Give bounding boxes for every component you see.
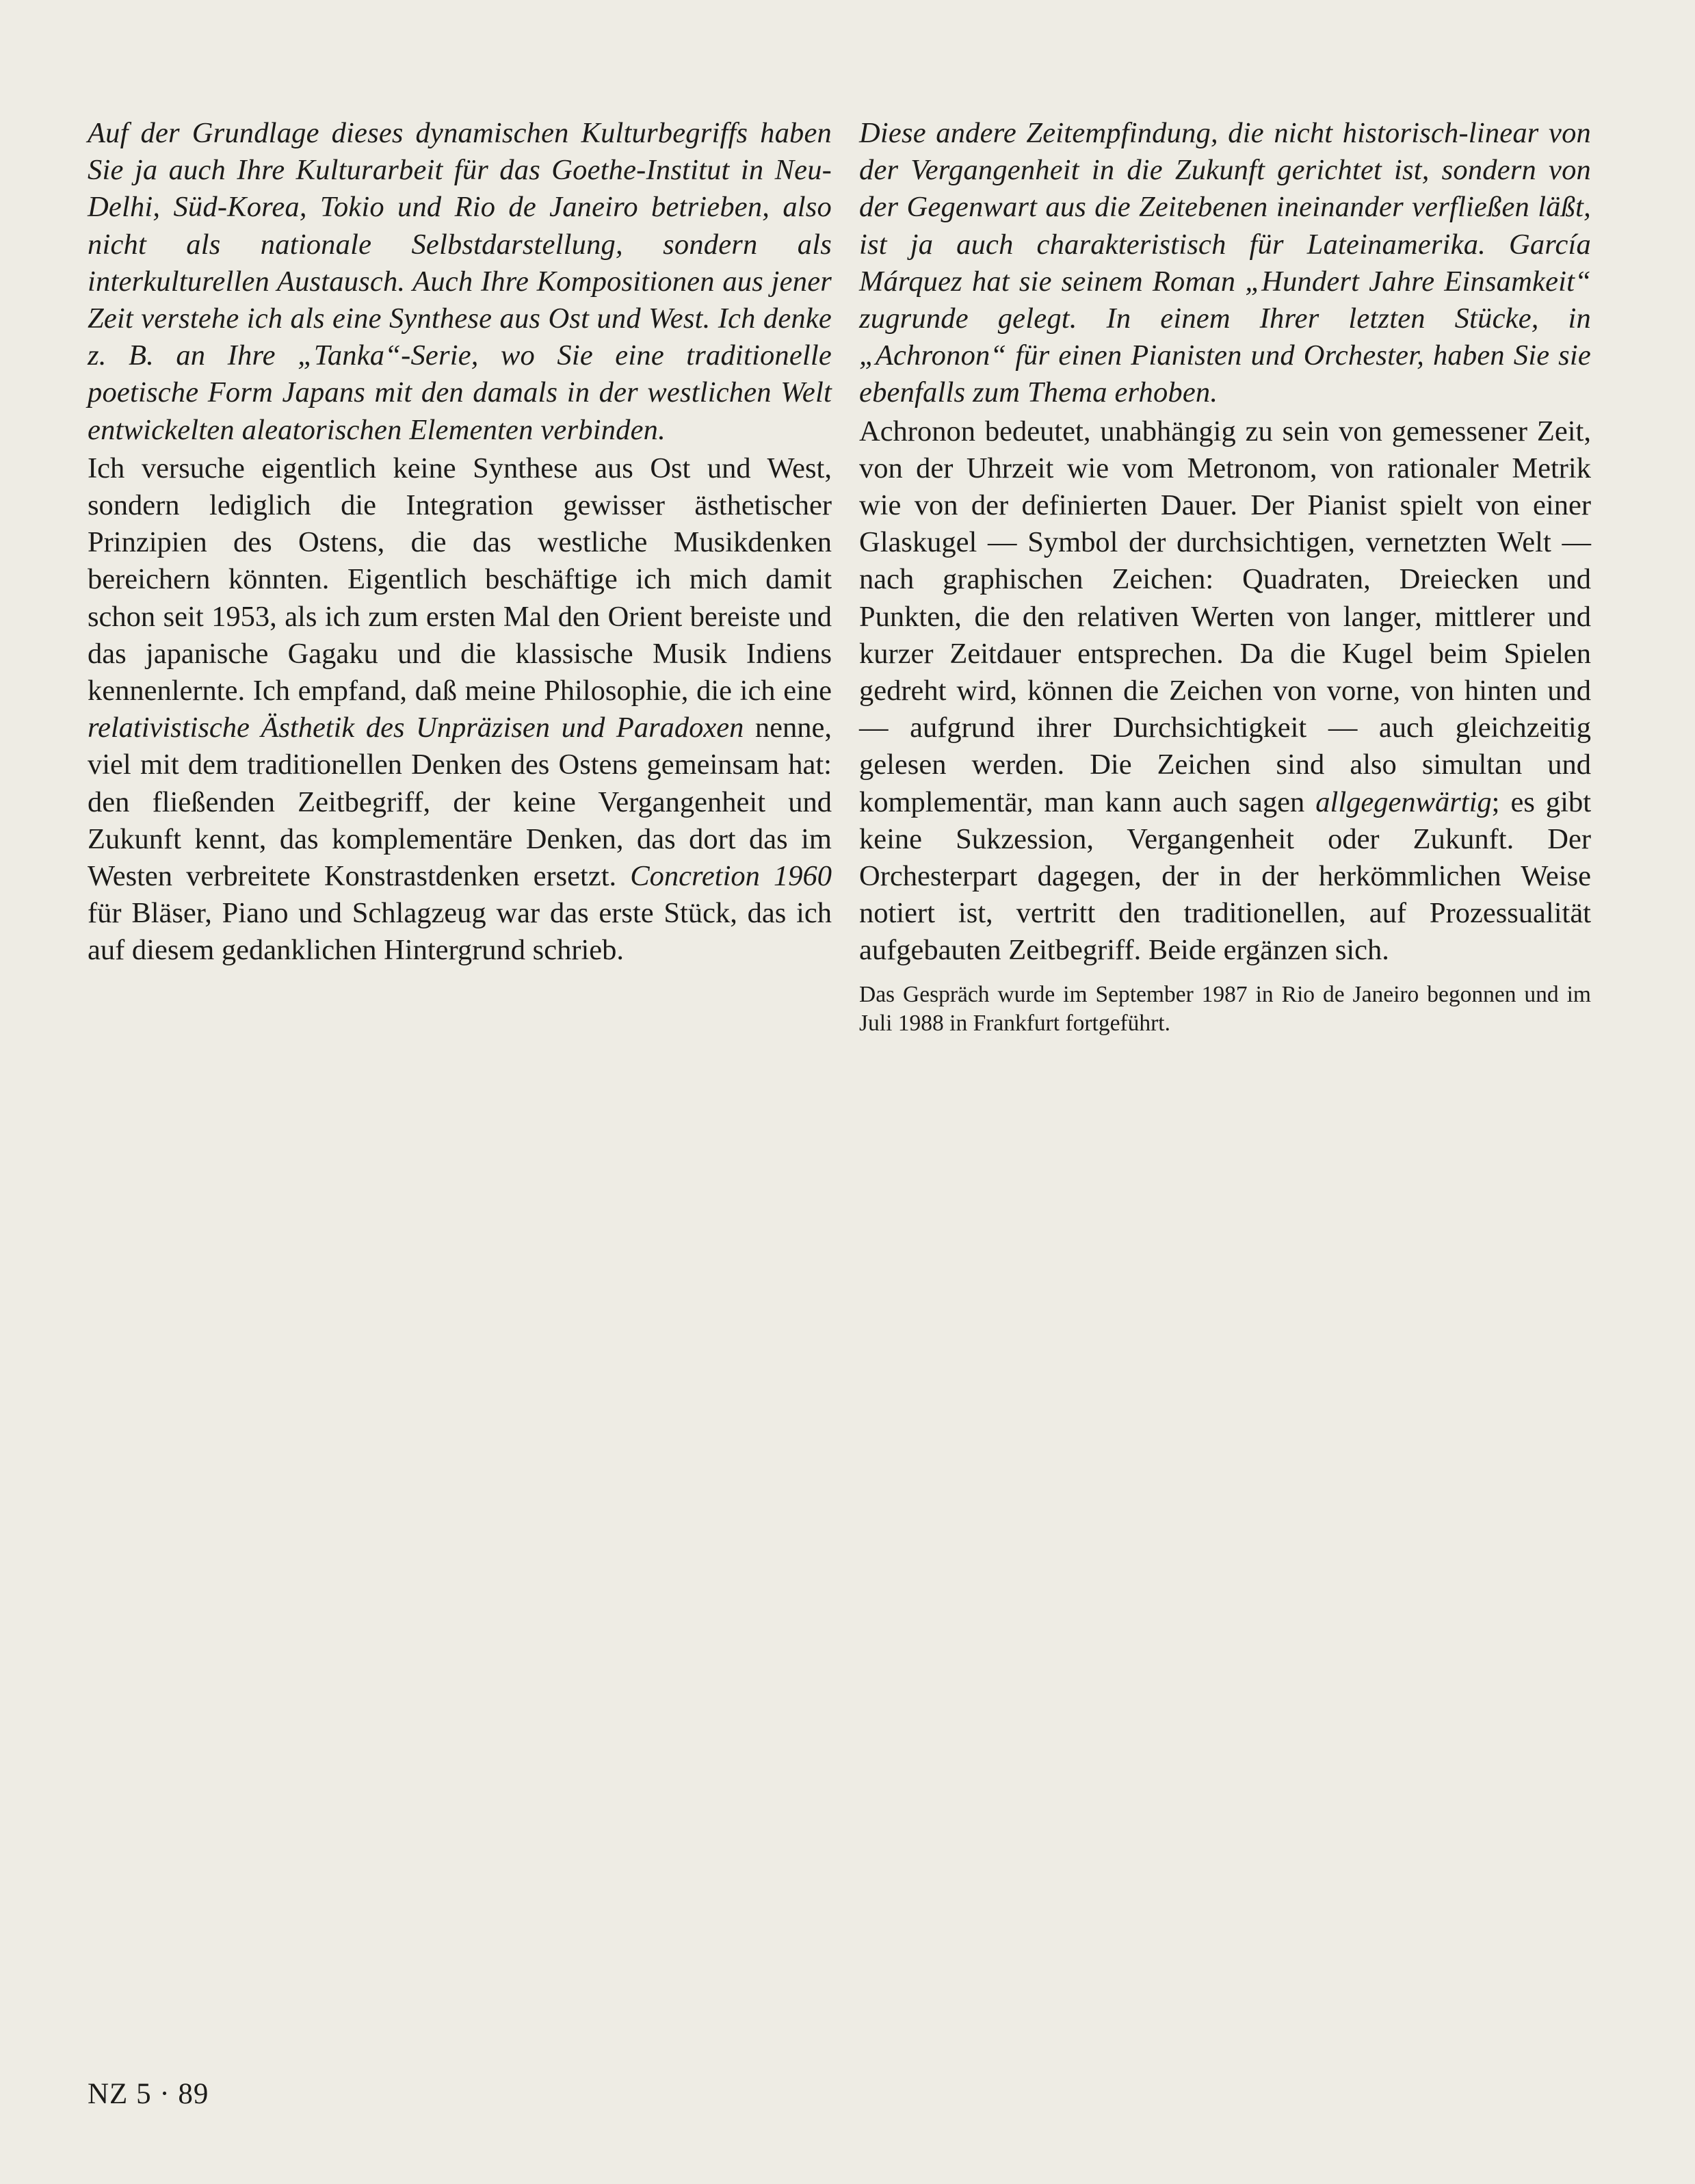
interview-footnote: Das Gespräch wurde im September 1987 in Rio de Janeiro begonnen und im Juli 1988 in Frankfurt fortgeführt. <box>859 981 1591 1036</box>
answer-1-part-b: nenne, viel mit dem traditionellen Denken des Ostens gemeinsam hat: den fließenden Zeitbegriff, der keine Vergangenheit und Zukunft kennt, das komplementäre Denken, das dort das im Westen verbreitete Konstrastdenken ersetzt. <box>88 712 832 893</box>
right-column <box>859 115 1591 1038</box>
page-footer-issue: NZ 5 · 89 <box>88 2078 209 2110</box>
interview-question-2: Diese andere Zeitempfindung, die nicht historisch-linear von der Vergangenheit in die Zukunft gerichtet ist, sondern von der Gegenwart aus die Zeitebenen ineinander verfließen läßt, ist ja auch charakteristisch für Lateinamerika. García Márquez hat sie seinem Roman „Hundert Jahre Einsamkeit“ zugrunde gelegt. In einem Ihrer letzten Stücke, in „Achronon“ für einen Pianisten und Orchester, haben Sie sie ebenfalls zum Thema erhoben. <box>859 117 1591 409</box>
answer-1-emphasis-concretion: Concretion 1960 <box>630 860 832 893</box>
answer-2-part-b: ; es gibt keine Sukzession, Vergangenheit oder Zukunft. Der Orchesterpart dagegen, der in der herkömmlichen Weise notiert ist, vertritt den traditionellen, auf Prozessualität aufgebauten Zeitbegriff. Beide ergänzen sich. <box>859 785 1592 967</box>
left-column <box>88 115 832 970</box>
interview-question-1: Auf der Grundlage dieses dynamischen Kulturbegriffs haben Sie ja auch Ihre Kulturarbeit für das Goethe-Institut in Neu-Delhi, Süd-Korea, Tokio und Rio de Janeiro betrieben, also nicht als nationale Selbstdarstellung, sondern als interkulturellen Austausch. Auch Ihre Kompositionen aus jener Zeit verstehe ich als eine Synthese aus Ost und West. Ich denke z. B. an Ihre „Tanka“-Serie, wo Sie eine traditionelle poetische Form Japans mit den damals in der westlichen Welt entwickelten aleatorischen Elementen verbinden. <box>88 117 832 446</box>
answer-2-part-a: Achronon bedeutet, unabhängig zu sein von gemessener Zeit, von der Uhrzeit wie vom Metronom, von rationaler Metrik wie von der definierten Dauer. Der Pianist spielt von einer Glaskugel — Symbol der durchsichtigen, vernetzten Welt — nach graphischen Zeichen: Quadraten, Dreiecken und Punkten, die den relativen Werten von langer, mittlerer und kurzer Zeitdauer entsprechen. Da die Kugel beim Spielen gedreht wird, können die Zeichen von vorne, von hinten und — aufgrund ihrer Durchsichtigkeit — auch gleichzeitig gelesen werden. Die Zeichen sind also simultan und komplementär, man kann auch sagen <box>859 415 1591 818</box>
answer-1-emphasis-aesthetics: relativistische Ästhetik des Unpräzisen und Paradoxen <box>88 712 744 744</box>
interview-answer-2 <box>859 413 1591 970</box>
answer-1-part-a: Ich versuche eigentlich keine Synthese aus Ost und West, sondern lediglich die Integration gewisser ästhetischer Prinzipien des Ostens, die das westliche Musikdenken bereichern könnten. Eigentlich beschäftige ich mich damit schon seit 1953, als ich zum ersten Mal den Orient bereiste und das japanische Gagaku und die klassische Musik Indiens kennenlernte. Ich empfand, daß meine Philosophie, die ich eine <box>88 452 832 707</box>
answer-2-emphasis: allgegenwärtig <box>1315 785 1492 818</box>
interview-answer-1 <box>88 450 832 970</box>
answer-1-part-c: für Bläser, Piano und Schlagzeug war das erste Stück, das ich auf diesem gedanklichen Hintergrund schrieb. <box>88 897 832 967</box>
